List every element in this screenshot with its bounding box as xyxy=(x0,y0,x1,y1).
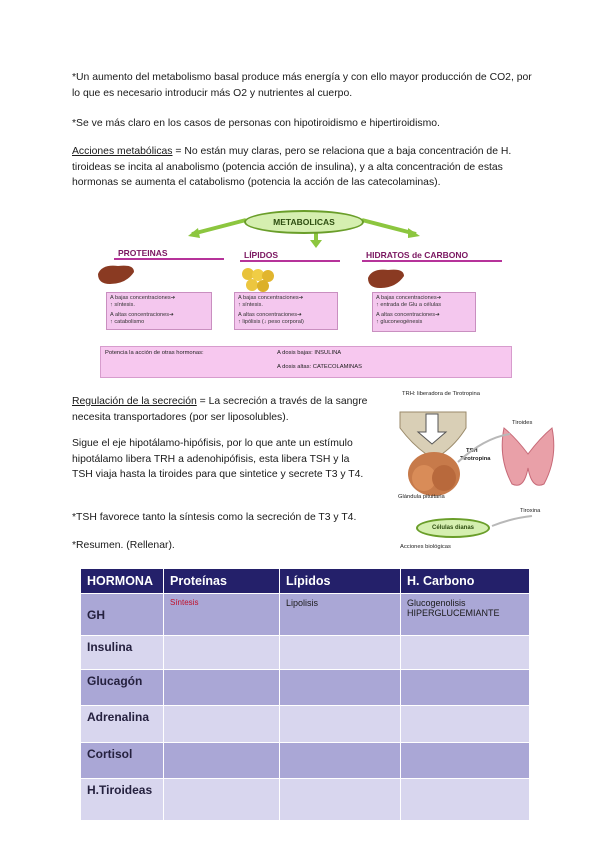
cell-carbono xyxy=(401,779,530,821)
hidratos-box: A bajas concentraciones➔ ↑ entrada de Glu a células A altas concentraciones➔ ↑ gluconeogénesis xyxy=(372,292,476,332)
acciones-title: Acciones metabólicas xyxy=(72,146,173,157)
acciones-body: = No están muy claras, pero se relaciona que a baja concentración de H. tiroideas se incita al anabolismo (potencia acción de insulina), y a alta concentración de estas hormonas se aumenta el catabolismo (potencia la acción de las catecolaminas). xyxy=(72,146,512,188)
tiroxina-label: Tiroxina xyxy=(520,508,541,514)
cell-lipidos xyxy=(280,636,401,670)
regulacion-body: = La secreción a través de la sangre necesita transportadores (por ser liposolubles). xyxy=(72,396,368,423)
paragraph-metabolism: *Un aumento del metabolismo basal produce más energía y con ello mayor producción de CO2, por lo que es necesario introducir más O2 y nutrientes al cuerpo. xyxy=(72,72,532,99)
cell-hormona: Glucagón xyxy=(81,670,164,706)
cell-proteinas xyxy=(164,706,280,743)
cell-proteinas xyxy=(164,779,280,821)
cell-carbono: Glucogenolisis HIPERGLUCEMIANTE xyxy=(401,594,530,636)
table-row xyxy=(81,706,530,743)
paragraph-resumen: *Resumen. (Rellenar). xyxy=(72,540,175,551)
tsh-label: TSH xyxy=(466,448,478,454)
header-carbono: H. Carbono xyxy=(401,569,530,594)
axis-figure xyxy=(394,388,564,556)
table-row xyxy=(81,743,530,779)
liver-icon xyxy=(96,262,136,288)
proteinas-box: A bajas concentraciones➔ ↑ síntesis. A altas concentraciones➔ ↑ catabolismo xyxy=(106,292,212,330)
cell-lipidos xyxy=(280,706,401,743)
paragraph-hipotiroidismo: *Se ve más claro en los casos de personas con hipotiroidismo e hipertiroidismo. xyxy=(72,118,440,129)
cell-carbono xyxy=(401,706,530,743)
cell-lipidos xyxy=(280,743,401,779)
cell-hormona: GH xyxy=(81,594,164,636)
hidratos-underline xyxy=(362,260,502,262)
cell-hormona: Insulina xyxy=(81,636,164,670)
cell-proteinas xyxy=(164,636,280,670)
lipidos-underline xyxy=(240,260,340,262)
table-header-row xyxy=(81,569,530,594)
celulas-dianas-ellipse: Células dianas xyxy=(416,518,490,538)
hidratos-title: HIDRATOS de CARBONO xyxy=(366,250,469,260)
tirotropina-label: Tirotropina xyxy=(460,456,491,462)
cell-proteinas xyxy=(164,743,280,779)
proteinas-title: PROTEINAS xyxy=(118,248,168,258)
lipidos-box: A bajas concentraciones➔ ↑ síntesis. A altas concentraciones➔ ↑ lipólisis (↓ peso corporal) xyxy=(234,292,338,330)
fat-cells-icon xyxy=(240,266,276,294)
acciones-label: Acciones biológicas xyxy=(400,544,451,550)
table-row xyxy=(81,670,530,706)
cell-lipidos xyxy=(280,670,401,706)
cell-lipidos xyxy=(280,779,401,821)
cell-hormona: Adrenalina xyxy=(81,706,164,743)
paragraph-eje: Sigue el eje hipotálamo-hipófisis, por lo que ante un estímulo hipotálamo libera TRH a adenohipófisis, esta libera TSH y la TSH viaja hasta la tiroides para que sintetice y secrete T3 y T4. xyxy=(72,438,364,480)
tiroides-label: Tiroides xyxy=(512,420,533,426)
table-row xyxy=(81,594,530,636)
proteinas-underline xyxy=(114,258,224,260)
cell-proteinas: Síntesis xyxy=(164,594,280,636)
header-proteinas: Proteínas xyxy=(164,569,280,594)
header-hormona: HORMONA xyxy=(81,569,164,594)
cell-hormona: H.Tiroideas xyxy=(81,779,164,821)
paragraph-acciones xyxy=(72,144,532,191)
paragraph-regulacion xyxy=(72,394,372,425)
lipidos-title: LÍPIDOS xyxy=(244,250,279,260)
header-lipidos: Lípidos xyxy=(280,569,401,594)
tsh-arrow xyxy=(454,428,514,468)
glandula-label: Glándula pituitaria xyxy=(398,494,445,500)
table-row xyxy=(81,779,530,821)
cell-carbono xyxy=(401,670,530,706)
regulacion-title: Regulación de la secreción xyxy=(72,396,197,407)
hormone-table xyxy=(80,568,530,821)
potencia-box: Potencia la acción de otras hormonas: A dosis bajas: INSULINA A dosis altas: CATECOLAMINAS xyxy=(100,346,512,378)
cell-proteinas xyxy=(164,670,280,706)
cell-hormona: Cortisol xyxy=(81,743,164,779)
cell-carbono xyxy=(401,743,530,779)
metabolicas-ellipse: METABOLICAS xyxy=(244,210,364,234)
cell-lipidos: Lipolisis xyxy=(280,594,401,636)
tiroxina-arrow xyxy=(486,512,536,532)
cell-carbono xyxy=(401,636,530,670)
trh-label: TRH: liberadora de Tirotropina xyxy=(402,391,480,397)
paragraph-tsh: *TSH favorece tanto la síntesis como la secreción de T3 y T4. xyxy=(72,512,357,523)
table-row xyxy=(81,636,530,670)
metabolic-figure xyxy=(96,206,516,382)
liver-icon-2 xyxy=(366,266,406,292)
